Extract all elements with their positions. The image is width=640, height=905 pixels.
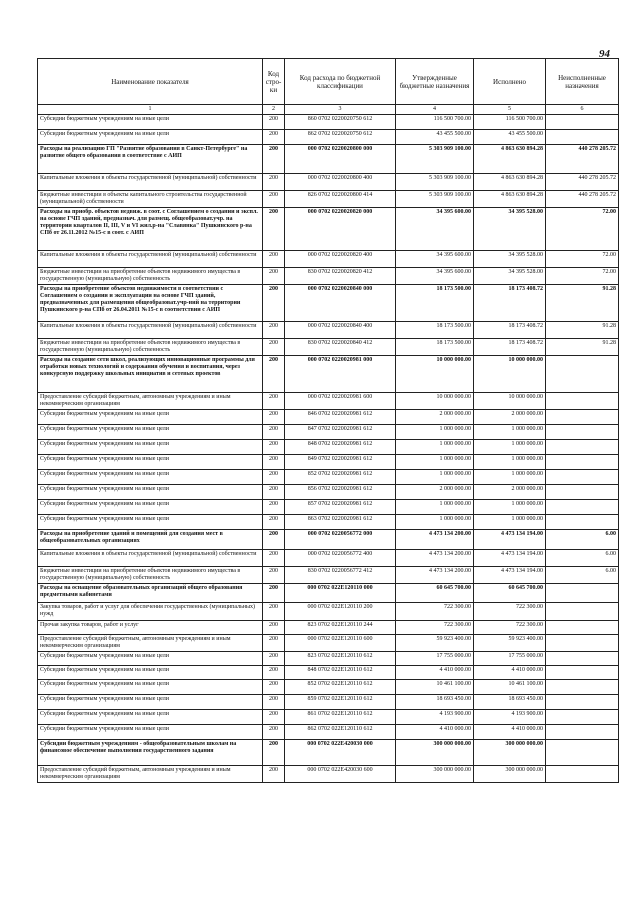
header-expense-code: Код расхода по бюджетной классификации	[285, 59, 396, 105]
cell-expense-code: 861 0702 022E120110 612	[285, 710, 396, 725]
cell-approved-amount: 17 755 000.00	[396, 652, 474, 666]
cell-indicator-name: Капитальные вложения в объекты государственной (муниципальной) собственности	[38, 251, 263, 268]
cell-approved-amount: 1 000 000.00	[396, 470, 474, 485]
cell-expense-code: 000 0702 0220056772 400	[285, 550, 396, 567]
table-row	[38, 268, 619, 285]
table-row	[38, 322, 619, 339]
cell-line-code: 200	[263, 339, 285, 356]
cell-expense-code: 846 0702 0220020981 612	[285, 410, 396, 425]
cell-indicator-name: Закупка товаров, работ и услуг для обеспечения государственных (муниципальных) нужд	[38, 603, 263, 621]
cell-line-code: 200	[263, 410, 285, 425]
cell-executed-amount: 4 863 630 894.28	[474, 145, 546, 174]
cell-approved-amount: 1 000 000.00	[396, 515, 474, 530]
cell-indicator-name: Субсидии бюджетным учреждениям на иные цели	[38, 440, 263, 455]
cell-approved-amount: 18 173 500.00	[396, 339, 474, 356]
cell-expense-code: 000 0702 0220020981 000	[285, 356, 396, 393]
cell-line-code: 200	[263, 710, 285, 725]
cell-approved-amount: 5 303 909 100.00	[396, 145, 474, 174]
cell-executed-amount: 34 395 528.00	[474, 268, 546, 285]
cell-line-code: 200	[263, 285, 285, 322]
cell-unexecuted-amount	[546, 740, 619, 766]
cell-indicator-name: Субсидии бюджетным учреждениям на иные цели	[38, 695, 263, 710]
cell-executed-amount: 34 395 528.00	[474, 208, 546, 251]
cell-expense-code: 848 0702 022E120110 612	[285, 666, 396, 680]
cell-unexecuted-amount	[546, 652, 619, 666]
cell-indicator-name: Субсидии бюджетным учреждениям на иные цели	[38, 680, 263, 695]
column-number: 2	[263, 105, 285, 115]
cell-indicator-name: Субсидии бюджетным учреждениям на иные цели	[38, 500, 263, 515]
table-row	[38, 666, 619, 680]
cell-approved-amount: 300 000 000.00	[396, 740, 474, 766]
cell-line-code: 200	[263, 208, 285, 251]
cell-line-code: 200	[263, 356, 285, 393]
cell-unexecuted-amount	[546, 695, 619, 710]
cell-approved-amount: 4 193 900.00	[396, 710, 474, 725]
table-row	[38, 485, 619, 500]
cell-unexecuted-amount: 6.00	[546, 567, 619, 584]
table-row	[38, 393, 619, 410]
table-row	[38, 410, 619, 425]
cell-unexecuted-amount	[546, 766, 619, 783]
cell-indicator-name: Предоставление субсидий бюджетным, автономным учреждениям и иным некоммерческим организациям	[38, 766, 263, 783]
cell-executed-amount: 4 863 630 894.28	[474, 174, 546, 191]
column-number: 6	[546, 105, 619, 115]
cell-expense-code: 000 0702 0220020800 000	[285, 145, 396, 174]
cell-executed-amount: 1 000 000.00	[474, 440, 546, 455]
cell-indicator-name: Субсидии бюджетным учреждениям на иные цели	[38, 652, 263, 666]
cell-approved-amount: 34 395 600.00	[396, 251, 474, 268]
table-row	[38, 440, 619, 455]
cell-approved-amount: 4 473 134 200.00	[396, 530, 474, 550]
cell-line-code: 200	[263, 652, 285, 666]
cell-unexecuted-amount: 440 278 205.72	[546, 145, 619, 174]
cell-approved-amount: 10 000 000.00	[396, 356, 474, 393]
cell-expense-code: 000 0702 0220020840 000	[285, 285, 396, 322]
cell-executed-amount: 2 000 000.00	[474, 410, 546, 425]
column-number-row	[38, 105, 619, 115]
cell-approved-amount: 1 000 000.00	[396, 425, 474, 440]
cell-indicator-name: Субсидии бюджетным учреждениям на иные цели	[38, 725, 263, 740]
cell-executed-amount: 722 300.00	[474, 603, 546, 621]
cell-indicator-name: Бюджетные инвестиции на приобретение объектов недвижимого имущества в государственную (муниципальную) собственность	[38, 567, 263, 584]
table-row	[38, 115, 619, 130]
cell-line-code: 200	[263, 425, 285, 440]
cell-unexecuted-amount	[546, 584, 619, 603]
cell-approved-amount: 60 645 700.00	[396, 584, 474, 603]
cell-unexecuted-amount	[546, 725, 619, 740]
cell-line-code: 200	[263, 174, 285, 191]
cell-expense-code: 852 0702 022E120110 612	[285, 680, 396, 695]
cell-unexecuted-amount	[546, 710, 619, 725]
cell-indicator-name: Субсидии бюджетным учреждениям на иные цели	[38, 425, 263, 440]
table-row	[38, 725, 619, 740]
cell-approved-amount: 34 395 600.00	[396, 268, 474, 285]
cell-executed-amount: 4 410 000.00	[474, 725, 546, 740]
cell-unexecuted-amount: 6.00	[546, 530, 619, 550]
cell-expense-code: 000 0702 0220020800 400	[285, 174, 396, 191]
table-row	[38, 251, 619, 268]
cell-expense-code: 859 0702 022E120110 612	[285, 695, 396, 710]
table-row	[38, 621, 619, 635]
cell-executed-amount: 18 173 408.72	[474, 339, 546, 356]
cell-executed-amount: 10 461 100.00	[474, 680, 546, 695]
cell-expense-code: 849 0702 0220020981 612	[285, 455, 396, 470]
cell-unexecuted-amount: 72.00	[546, 251, 619, 268]
cell-approved-amount: 4 410 000.00	[396, 725, 474, 740]
cell-indicator-name: Бюджетные инвестиции на приобретение объектов недвижимого имущества в государственную (муниципальную) собственность	[38, 339, 263, 356]
cell-approved-amount: 1 000 000.00	[396, 440, 474, 455]
cell-approved-amount: 10 461 100.00	[396, 680, 474, 695]
table-row	[38, 695, 619, 710]
cell-line-code: 200	[263, 515, 285, 530]
cell-approved-amount: 18 173 500.00	[396, 285, 474, 322]
cell-line-code: 200	[263, 268, 285, 285]
cell-executed-amount: 1 000 000.00	[474, 470, 546, 485]
cell-approved-amount: 43 455 500.00	[396, 130, 474, 145]
cell-approved-amount: 116 500 700.00	[396, 115, 474, 130]
cell-unexecuted-amount: 6.00	[546, 550, 619, 567]
column-number: 4	[396, 105, 474, 115]
cell-unexecuted-amount	[546, 515, 619, 530]
cell-expense-code: 862 0702 022E120110 612	[285, 725, 396, 740]
table-row	[38, 652, 619, 666]
table-row	[38, 130, 619, 145]
cell-approved-amount: 1 000 000.00	[396, 455, 474, 470]
cell-executed-amount: 300 000 000.00	[474, 740, 546, 766]
cell-unexecuted-amount	[546, 425, 619, 440]
cell-indicator-name: Расходы на реализацию ГП "Развитие образования в Санкт-Петербурге" на развитие общего образования в соответствие с АИП	[38, 145, 263, 174]
cell-unexecuted-amount	[546, 470, 619, 485]
cell-approved-amount: 34 395 600.00	[396, 208, 474, 251]
cell-indicator-name: Субсидии бюджетным учреждениям на иные цели	[38, 666, 263, 680]
cell-approved-amount: 18 173 500.00	[396, 322, 474, 339]
cell-expense-code: 000 0702 0220020840 400	[285, 322, 396, 339]
cell-expense-code: 826 0702 0220020800 414	[285, 191, 396, 208]
cell-expense-code: 000 0702 022E420030 600	[285, 766, 396, 783]
cell-unexecuted-amount: 440 278 205.72	[546, 174, 619, 191]
table-row	[38, 145, 619, 174]
cell-unexecuted-amount: 91.28	[546, 339, 619, 356]
table-row	[38, 285, 619, 322]
cell-indicator-name: Предоставление субсидий бюджетным, автономным учреждениям и иным некоммерческим организациям	[38, 635, 263, 652]
cell-expense-code: 823 0702 022E120110 244	[285, 621, 396, 635]
cell-unexecuted-amount: 91.28	[546, 322, 619, 339]
cell-executed-amount: 18 693 450.00	[474, 695, 546, 710]
header-approved: Утвержденные бюджетные назначения	[396, 59, 474, 105]
cell-executed-amount: 4 193 900.00	[474, 710, 546, 725]
cell-approved-amount: 722 300.00	[396, 621, 474, 635]
cell-unexecuted-amount	[546, 680, 619, 695]
table-row	[38, 740, 619, 766]
cell-unexecuted-amount	[546, 130, 619, 145]
cell-line-code: 200	[263, 470, 285, 485]
cell-unexecuted-amount	[546, 455, 619, 470]
page-number: 94	[599, 48, 610, 60]
cell-indicator-name: Капитальные вложения в объекты государственной (муниципальной) собственности	[38, 174, 263, 191]
table-row	[38, 174, 619, 191]
cell-executed-amount: 2 000 000.00	[474, 485, 546, 500]
cell-indicator-name: Субсидии бюджетным учреждениям на иные цели	[38, 455, 263, 470]
cell-executed-amount: 43 455 500.00	[474, 130, 546, 145]
cell-unexecuted-amount: 91.28	[546, 285, 619, 322]
table-row	[38, 339, 619, 356]
cell-unexecuted-amount: 72.00	[546, 268, 619, 285]
cell-expense-code: 856 0702 0220020981 612	[285, 485, 396, 500]
cell-approved-amount: 10 000 000.00	[396, 393, 474, 410]
cell-line-code: 200	[263, 680, 285, 695]
cell-line-code: 200	[263, 603, 285, 621]
cell-unexecuted-amount	[546, 485, 619, 500]
cell-line-code: 200	[263, 393, 285, 410]
cell-line-code: 200	[263, 584, 285, 603]
column-number: 1	[38, 105, 263, 115]
cell-indicator-name: Субсидии бюджетным учреждениям на иные цели	[38, 115, 263, 130]
cell-expense-code: 000 0702 0220020820 400	[285, 251, 396, 268]
cell-indicator-name: Бюджетные инвестиции на приобретение объектов недвижимого имущества в государственную (муниципальную) собственность	[38, 268, 263, 285]
cell-unexecuted-amount	[546, 115, 619, 130]
table-row	[38, 766, 619, 783]
cell-executed-amount: 1 000 000.00	[474, 515, 546, 530]
cell-executed-amount: 10 000 000.00	[474, 393, 546, 410]
cell-expense-code: 000 0702 022E120110 600	[285, 635, 396, 652]
table-row	[38, 710, 619, 725]
cell-approved-amount: 18 693 450.00	[396, 695, 474, 710]
cell-indicator-name: Субсидии бюджетным учреждениям на иные цели	[38, 515, 263, 530]
cell-expense-code: 823 0702 022E120110 612	[285, 652, 396, 666]
cell-executed-amount: 34 395 528.00	[474, 251, 546, 268]
table-row	[38, 191, 619, 208]
cell-line-code: 200	[263, 500, 285, 515]
table-row	[38, 635, 619, 652]
cell-line-code: 200	[263, 251, 285, 268]
cell-executed-amount: 4 473 134 194.00	[474, 567, 546, 584]
cell-unexecuted-amount	[546, 356, 619, 393]
cell-approved-amount: 5 303 909 100.00	[396, 174, 474, 191]
cell-expense-code: 000 0702 0220020981 600	[285, 393, 396, 410]
table-row	[38, 208, 619, 251]
cell-executed-amount: 300 000 000.00	[474, 766, 546, 783]
cell-line-code: 200	[263, 322, 285, 339]
cell-indicator-name: Капитальные вложения в объекты государственной (муниципальной) собственности	[38, 550, 263, 567]
cell-expense-code: 000 0702 022E120110 200	[285, 603, 396, 621]
table-row	[38, 425, 619, 440]
cell-unexecuted-amount: 72.00	[546, 208, 619, 251]
table-row	[38, 470, 619, 485]
cell-indicator-name: Предоставление субсидий бюджетным, автономным учреждениям и иным некоммерческим организациям	[38, 393, 263, 410]
cell-indicator-name: Субсидии бюджетным учреждениям на иные цели	[38, 130, 263, 145]
column-number: 5	[474, 105, 546, 115]
cell-line-code: 200	[263, 145, 285, 174]
cell-executed-amount: 4 863 630 894.28	[474, 191, 546, 208]
budget-execution-table	[37, 58, 619, 783]
cell-executed-amount: 4 473 134 194.00	[474, 550, 546, 567]
cell-executed-amount: 4 473 134 194.00	[474, 530, 546, 550]
cell-approved-amount: 2 000 000.00	[396, 485, 474, 500]
cell-expense-code: 857 0702 0220020981 612	[285, 500, 396, 515]
cell-indicator-name: Прочая закупка товаров, работ и услуг	[38, 621, 263, 635]
table-row	[38, 550, 619, 567]
cell-executed-amount: 18 173 408.72	[474, 285, 546, 322]
cell-indicator-name: Расходы на приобретение зданий и помещений для создания мест в общеобразовательных организациях	[38, 530, 263, 550]
cell-indicator-name: Субсидии бюджетным учреждениям на иные цели	[38, 710, 263, 725]
cell-unexecuted-amount	[546, 410, 619, 425]
cell-line-code: 200	[263, 725, 285, 740]
cell-expense-code: 830 0702 0220056772 412	[285, 567, 396, 584]
cell-unexecuted-amount	[546, 666, 619, 680]
cell-expense-code: 000 0702 022E420030 000	[285, 740, 396, 766]
cell-approved-amount: 300 000 000.00	[396, 766, 474, 783]
cell-line-code: 200	[263, 621, 285, 635]
header-row	[38, 59, 619, 105]
cell-approved-amount: 1 000 000.00	[396, 500, 474, 515]
table-row	[38, 680, 619, 695]
cell-line-code: 200	[263, 567, 285, 584]
cell-line-code: 200	[263, 550, 285, 567]
cell-executed-amount: 1 000 000.00	[474, 500, 546, 515]
cell-executed-amount: 1 000 000.00	[474, 425, 546, 440]
cell-executed-amount: 59 923 400.00	[474, 635, 546, 652]
cell-executed-amount: 10 000 000.00	[474, 356, 546, 393]
cell-executed-amount: 116 500 700.00	[474, 115, 546, 130]
cell-executed-amount: 4 410 000.00	[474, 666, 546, 680]
cell-line-code: 200	[263, 666, 285, 680]
cell-expense-code: 863 0702 0220020981 612	[285, 515, 396, 530]
cell-unexecuted-amount	[546, 635, 619, 652]
table-row	[38, 515, 619, 530]
cell-expense-code: 000 0702 0220020820 000	[285, 208, 396, 251]
cell-expense-code: 847 0702 0220020981 612	[285, 425, 396, 440]
header-executed: Исполнено	[474, 59, 546, 105]
table-row	[38, 603, 619, 621]
cell-line-code: 200	[263, 530, 285, 550]
cell-line-code: 200	[263, 485, 285, 500]
cell-executed-amount: 722 300.00	[474, 621, 546, 635]
cell-line-code: 200	[263, 740, 285, 766]
cell-approved-amount: 4 473 134 200.00	[396, 567, 474, 584]
cell-expense-code: 830 0702 0220020820 412	[285, 268, 396, 285]
cell-expense-code: 860 0702 0220020750 612	[285, 115, 396, 130]
cell-line-code: 200	[263, 635, 285, 652]
cell-expense-code: 000 0702 022E120110 000	[285, 584, 396, 603]
cell-line-code: 200	[263, 115, 285, 130]
column-number: 3	[285, 105, 396, 115]
cell-indicator-name: Бюджетные инвестиции в объекты капитального строительства государственной (муниципальной) собственности	[38, 191, 263, 208]
cell-expense-code: 848 0702 0220020981 612	[285, 440, 396, 455]
cell-unexecuted-amount	[546, 393, 619, 410]
cell-unexecuted-amount	[546, 440, 619, 455]
cell-indicator-name: Субсидии бюджетным учреждениям на иные цели	[38, 485, 263, 500]
cell-approved-amount: 5 303 909 100.00	[396, 191, 474, 208]
cell-approved-amount: 722 300.00	[396, 603, 474, 621]
table-row	[38, 455, 619, 470]
cell-line-code: 200	[263, 695, 285, 710]
cell-indicator-name: Субсидии бюджетным учреждениям на иные цели	[38, 470, 263, 485]
cell-indicator-name: Расходы на оснащение образовательных организаций общего образования предметными кабинетами	[38, 584, 263, 603]
cell-approved-amount: 2 000 000.00	[396, 410, 474, 425]
cell-expense-code: 830 0702 0220020840 412	[285, 339, 396, 356]
cell-unexecuted-amount	[546, 500, 619, 515]
cell-executed-amount: 18 173 408.72	[474, 322, 546, 339]
cell-unexecuted-amount: 440 278 205.72	[546, 191, 619, 208]
cell-indicator-name: Расходы на приобр. объектов недвиж. в соот. с Соглашением о создании и экспл. на основе ГЧП зданий, предназнач. для размещ. общеобразоват.учр. на территории кварталов II, III, V и VI жил.р-на "Славянка" Пушкинского р-на СПб от 26.11.2012 №15-с в соот. с АИП	[38, 208, 263, 251]
cell-executed-amount: 60 645 700.00	[474, 584, 546, 603]
cell-approved-amount: 4 473 134 200.00	[396, 550, 474, 567]
cell-unexecuted-amount	[546, 621, 619, 635]
cell-executed-amount: 1 000 000.00	[474, 455, 546, 470]
cell-indicator-name: Капитальные вложения в объекты государственной (муниципальной) собственности	[38, 322, 263, 339]
cell-indicator-name: Субсидии бюджетным учреждениям - общеобразовательным школам на финансовое обеспечение выполнения государственного задания	[38, 740, 263, 766]
cell-indicator-name: Расходы на создание сети школ, реализующих инновационные программы для отработки новых технологий и содержания обучения и воспитания, через конкурсную поддержку школьных инициатив и сетевых проектов	[38, 356, 263, 393]
cell-approved-amount: 4 410 000.00	[396, 666, 474, 680]
cell-approved-amount: 59 923 400.00	[396, 635, 474, 652]
table-row	[38, 584, 619, 603]
cell-expense-code: 862 0702 0220020750 612	[285, 130, 396, 145]
header-line-code: Код стро-ки	[263, 59, 285, 105]
cell-line-code: 200	[263, 191, 285, 208]
cell-expense-code: 000 0702 0220056772 000	[285, 530, 396, 550]
cell-line-code: 200	[263, 130, 285, 145]
cell-expense-code: 852 0702 0220020981 612	[285, 470, 396, 485]
cell-line-code: 200	[263, 766, 285, 783]
cell-indicator-name: Субсидии бюджетным учреждениям на иные цели	[38, 410, 263, 425]
table-row	[38, 530, 619, 550]
table-row	[38, 500, 619, 515]
cell-executed-amount: 17 755 000.00	[474, 652, 546, 666]
cell-line-code: 200	[263, 440, 285, 455]
header-unexecuted: Неисполненные назначения	[546, 59, 619, 105]
table-row	[38, 567, 619, 584]
cell-unexecuted-amount	[546, 603, 619, 621]
header-name: Наименование показателя	[38, 59, 263, 105]
table-row	[38, 356, 619, 393]
cell-line-code: 200	[263, 455, 285, 470]
cell-indicator-name: Расходы на приобретение объектов недвижимости в соответствии с Соглашением о создании и эксплуатации на основе ГЧП зданий, предназначенных для размещения общеобразоват.учр-ний на территории Пушкинского р-на СПб от 26.04.2011 №15-с в соответствии с АИП	[38, 285, 263, 322]
